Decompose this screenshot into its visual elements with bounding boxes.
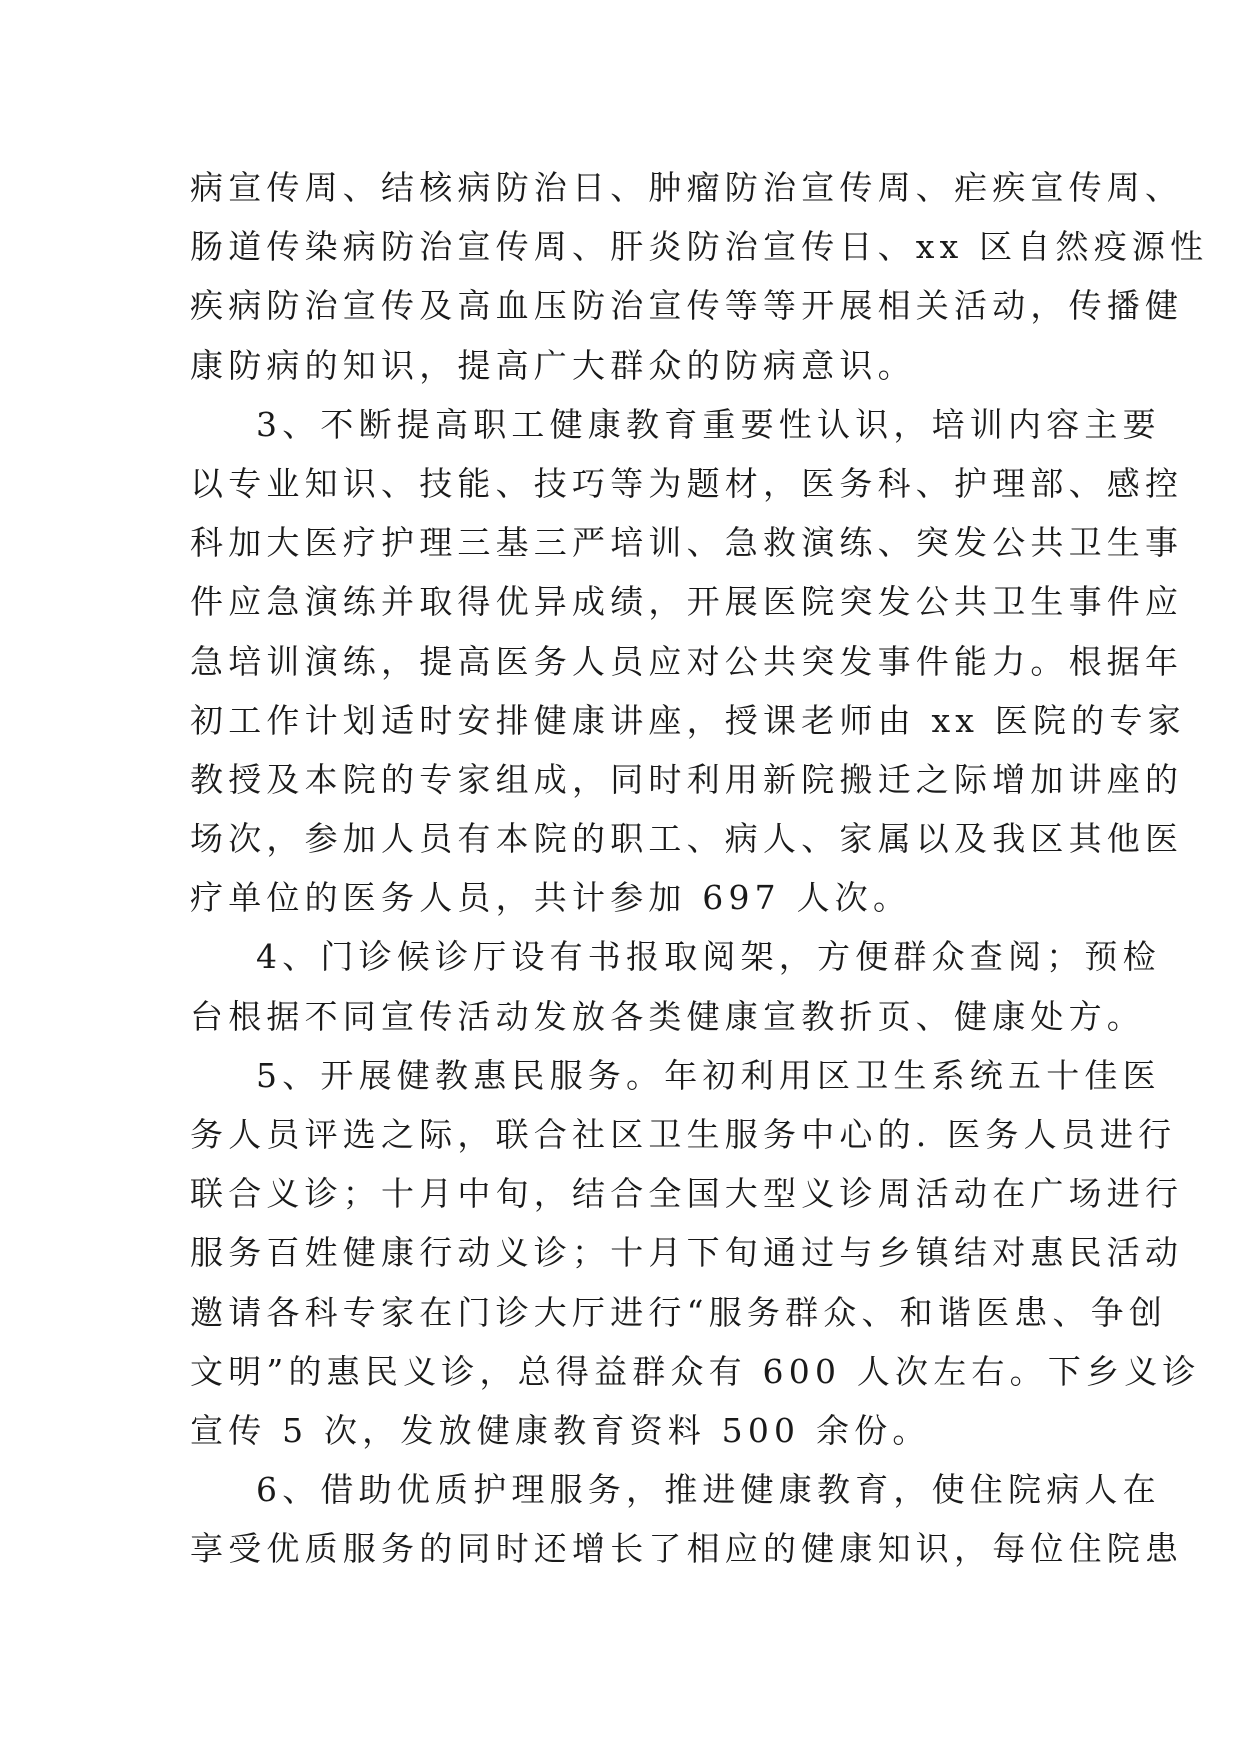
paragraph-4-line-7: 宣传 5 次，发放健康教育资料 500 余份。 (190, 1410, 931, 1450)
paragraph-2-line-8: 场次，参加人员有本院的职工、病人、家属以及我区其他医 (190, 819, 1184, 859)
paragraph-5-line-1: 6、借助优质护理服务，推进健康教育，使住院病人在 (256, 1470, 1161, 1510)
paragraph-2-line-4: 件应急演练并取得优异成绩，开展医院突发公共卫生事件应 (190, 582, 1184, 622)
body-text (190, 158, 1209, 1579)
paragraph-1-line-2: 肠道传染病防治宣传周、肝炎防治宣传日、xx 区自然疫源性 (190, 227, 1209, 267)
paragraph-2-line-5: 急培训演练，提高医务人员应对公共突发事件能力。根据年 (190, 641, 1184, 681)
paragraph-5-line-2: 享受优质服务的同时还增长了相应的健康知识，每位住院患 (190, 1529, 1184, 1569)
paragraph-4-line-2: 务人员评选之际，联合社区卫生服务中心的. 医务人员进行 (190, 1115, 1177, 1154)
paragraph-2-line-3: 科加大医疗护理三基三严培训、急救演练、突发公共卫生事 (190, 523, 1184, 563)
paragraph-3-line-2: 台根据不同宣传活动发放各类健康宣教折页、健康处方。 (190, 996, 1145, 1036)
paragraph-4-line-6: 文明”的惠民义诊，总得益群众有 600 人次左右。下乡义诊 (190, 1351, 1201, 1391)
paragraph-1-line-3: 疾病防治宣传及高血压防治宣传等等开展相关活动，传播健 (190, 286, 1184, 326)
paragraph-2-line-9: 疗单位的医务人员，共计参加 697 人次。 (190, 878, 912, 918)
paragraph-2-line-1: 3、不断提高职工健康教育重要性认识，培训内容主要 (256, 404, 1161, 444)
paragraph-1-line-1: 病宣传周、结核病防治日、肿瘤防治宣传周、疟疾宣传周、 (190, 168, 1184, 207)
paragraph-1-line-4: 康防病的知识，提高广大群众的防病意识。 (190, 345, 916, 385)
paragraph-4-line-4: 服务百姓健康行动义诊；十月下旬通过与乡镇结对惠民活动 (190, 1233, 1184, 1273)
paragraph-2-line-6: 初工作计划适时安排健康讲座，授课老师由 xx 医院的专家 (190, 700, 1186, 740)
paragraph-4-line-1: 5、开展健教惠民服务。年初利用区卫生系统五十佳医 (256, 1055, 1161, 1095)
paragraph-4-line-3: 联合义诊；十月中旬，结合全国大型义诊周活动在广场进行 (190, 1174, 1184, 1214)
paragraph-2-line-2: 以专业知识、技能、技巧等为题材，医务科、护理部、感控 (190, 463, 1184, 503)
paragraph-3-line-1: 4、门诊候诊厅设有书报取阅架，方便群众查阅；预检 (256, 937, 1161, 977)
paragraph-4-line-5: 邀请各科专家在门诊大厅进行“服务群众、和谐医患、争创 (190, 1292, 1168, 1332)
paragraph-2-line-7: 教授及本院的专家组成，同时利用新院搬迁之际增加讲座的 (190, 759, 1184, 799)
